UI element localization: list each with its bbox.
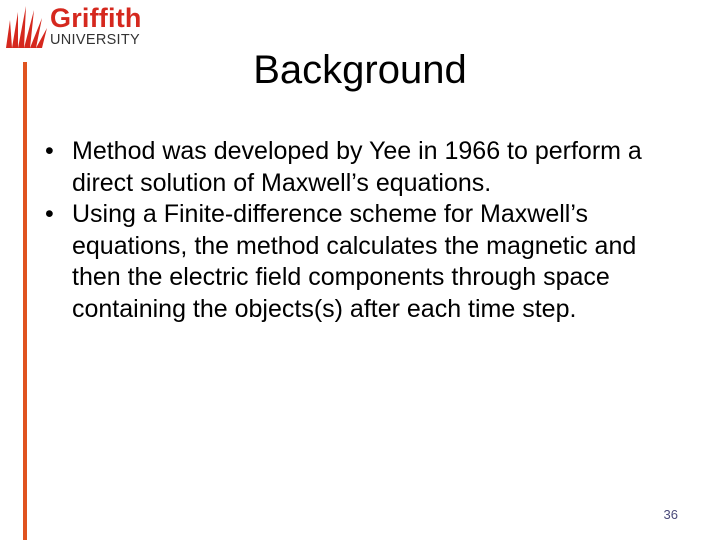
- bullet-marker: •: [45, 200, 54, 228]
- bullet-list: [45, 136, 685, 325]
- left-accent-rule: [23, 62, 27, 540]
- bullet-item: [45, 199, 685, 325]
- bullet-marker: •: [45, 137, 54, 165]
- griffith-flame-icon: [4, 4, 48, 50]
- bullet-item: [45, 136, 685, 199]
- griffith-logo: [4, 4, 144, 50]
- slide-title: Background: [253, 48, 467, 92]
- page-number: 36: [663, 507, 678, 522]
- bullet-text: Using a Finite-difference scheme for Maxwell’s equations, the method calculates the magnetic and then the electric field components through space containing the objects(s) after each time step.: [72, 200, 637, 323]
- bullet-text: Method was developed by Yee in 1966 to perform a direct solution of Maxwell’s equations.: [72, 137, 642, 197]
- logo-wordmark: Griffith: [50, 3, 142, 33]
- logo-subtitle: UNIVERSITY: [50, 32, 141, 48]
